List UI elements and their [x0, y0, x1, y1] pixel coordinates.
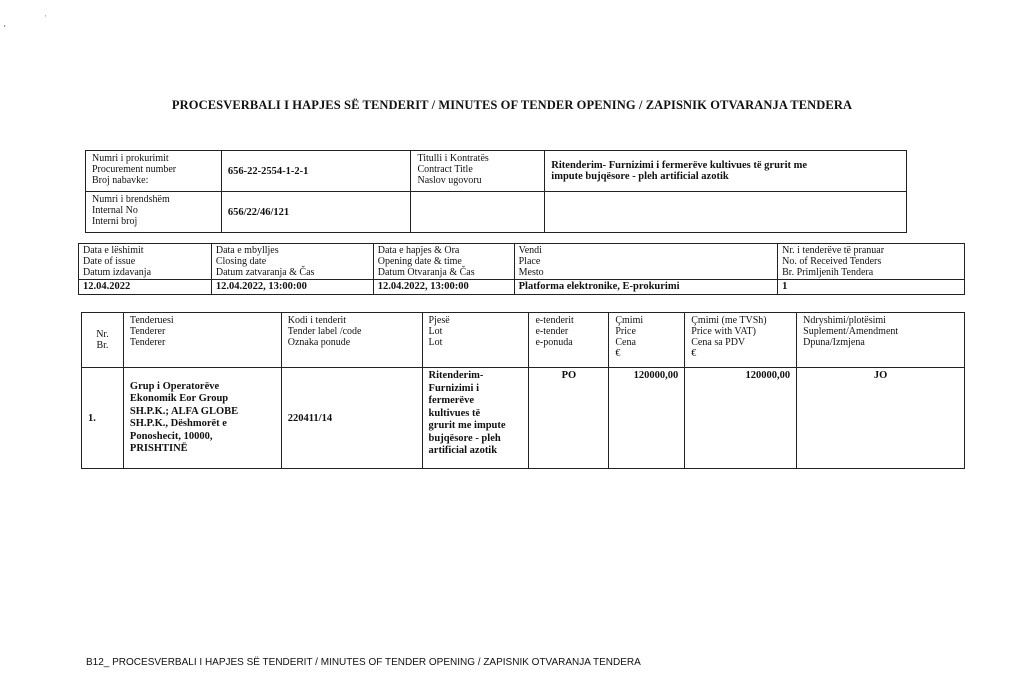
- tenders-table: [81, 312, 965, 469]
- dates-table: [78, 243, 965, 295]
- price-header: Çmimi Price Cena €: [609, 313, 685, 368]
- contract-title-value: Ritenderim- Furnizimi i fermerëve kultivues të grurit me impute bujqësore - pleh artificial azotik: [545, 151, 907, 192]
- issue-date-value: 12.04.2022: [79, 280, 212, 295]
- price-value: 120000,00: [609, 368, 685, 469]
- price-vat-value: 120000,00: [685, 368, 797, 469]
- issue-date-header: Data e lëshimit Date of issue Datum izdavanja: [79, 244, 212, 280]
- scan-speck: ′: [4, 24, 6, 33]
- opening-date-value: 12.04.2022, 13:00:00: [373, 280, 514, 295]
- opening-date-header: Data e hapjes & Ora Opening date & time Datum Otvaranja & Čas: [373, 244, 514, 280]
- place-header: Vendi Place Mesto: [514, 244, 778, 280]
- tender-code-header: Kodi i tenderit Tender label /code Oznaka ponude: [281, 313, 422, 368]
- internal-number-value: 656/22/46/121: [221, 192, 411, 233]
- tenders-header-row: [82, 313, 965, 368]
- page-footer: B12_ PROCESVERBALI I HAPJES SË TENDERIT / MINUTES OF TENDER OPENING / ZAPISNIK OTVARANJA TENDERA: [86, 657, 641, 668]
- procurement-number-row: [86, 151, 907, 192]
- procurement-info-table: [85, 150, 907, 233]
- closing-date-value: 12.04.2022, 13:00:00: [211, 280, 373, 295]
- amendment-header: Ndryshimi/plotësimi Suplement/Amendment Dpuna/Izmjena: [797, 313, 965, 368]
- lot-header: Pjesë Lot Lot: [422, 313, 529, 368]
- price-vat-header: Çmimi (me TVSh) Price with VAT) Cena sa PDV €: [685, 313, 797, 368]
- contract-title-label: Titulli i Kontratës Contract Title Naslov ugovoru: [411, 151, 545, 192]
- tenderer-header: Tenderuesi Tenderer Tenderer: [123, 313, 281, 368]
- tender-code: 220411/14: [281, 368, 422, 469]
- empty-cell: [411, 192, 545, 233]
- lot-description: Ritenderim- Furnizimi i fermerëve kultivues të grurit me impute bujqësore - pleh artificial azotik: [422, 368, 529, 469]
- received-tenders-header: Nr. i tenderëve të pranuar No. of Received Tenders Br. Primljenih Tendera: [778, 244, 965, 280]
- empty-cell: [545, 192, 907, 233]
- internal-number-label: Numri i brendshëm Internal No Interni broj: [86, 192, 222, 233]
- e-tender-value: PO: [529, 368, 609, 469]
- dates-header-row: [79, 244, 965, 280]
- document-title: PROCESVERBALI I HAPJES SË TENDERIT / MINUTES OF TENDER OPENING / ZAPISNIK OTVARANJA TENDERA: [171, 98, 853, 112]
- scan-speck: ˈ: [44, 14, 47, 23]
- received-tenders-value: 1: [778, 280, 965, 295]
- row-number: 1.: [82, 368, 124, 469]
- dates-value-row: [79, 280, 965, 295]
- procurement-number-label: Numri i prokurimit Procurement number Broj nabavke:: [86, 151, 222, 192]
- closing-date-header: Data e mbylljes Closing date Datum zatvaranja & Čas: [211, 244, 373, 280]
- table-row: [82, 368, 965, 469]
- internal-number-row: [86, 192, 907, 233]
- nr-header: Nr. Br.: [82, 313, 124, 368]
- e-tender-header: e-tenderit e-tender e-ponuda: [529, 313, 609, 368]
- tenderer-name: Grup i Operatorëve Ekonomik Eor Group SH.P.K.; ALFA GLOBE SH.P.K., Dëshmorët e Ponoshecit, 10000, PRISHTINË: [123, 368, 281, 469]
- place-value: Platforma elektronike, E-prokurimi: [514, 280, 778, 295]
- amendment-value: JO: [797, 368, 965, 469]
- procurement-number-value: 656-22-2554-1-2-1: [221, 151, 411, 192]
